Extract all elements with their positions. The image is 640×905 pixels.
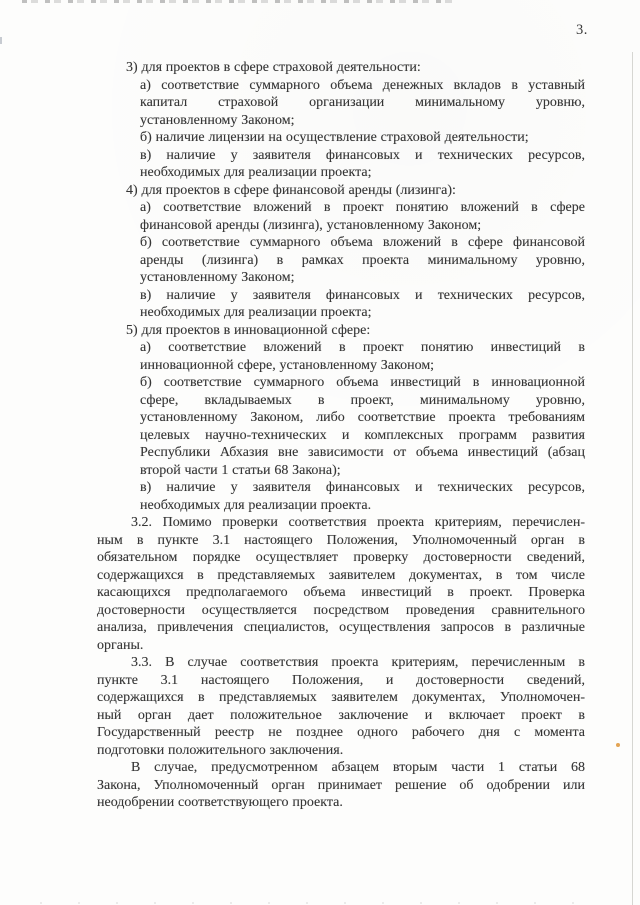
- text-line: установленному Законом;: [140, 270, 295, 285]
- text-line: неодобрении соответствующего проекта.: [97, 795, 343, 810]
- scan-artifact-top-dashes: [22, 0, 452, 3]
- text-line: 5) для проектов в инновационной сфере:: [126, 322, 371, 338]
- text-line: анализа, привлечения специалистов, осуществления запросов в различные: [97, 620, 585, 635]
- text-line: аренды (лизинга) в рамках проекта минимальному уровню,: [140, 252, 585, 268]
- text-line: второй части 1 статьи 68 Закона);: [140, 462, 341, 478]
- text-line: б) наличие лицензии на осуществление страховой деятельности;: [140, 130, 529, 145]
- text-line: органы.: [97, 637, 144, 653]
- text-line: 4) для проектов в сфере финансовой аренды (лизинга):: [126, 182, 456, 198]
- text-line: Государственный реестр не позднее одного рабочего дня с момента: [97, 725, 585, 740]
- text-line: достоверности осуществляется посредством проведения сравнительного: [97, 602, 585, 618]
- text-line: 3.2. Помимо проверки соответствия проекта критериям, перечислен-: [131, 515, 585, 530]
- text-line: инновационной сфере, установленному Законом;: [140, 357, 435, 373]
- text-line: финансовой аренды (лизинга), установленному Законом;: [140, 217, 482, 233]
- scan-artifact-right-edge-line: [632, 52, 633, 905]
- text-line: целевых научно-технических и комплексных программ развития: [140, 427, 585, 443]
- scan-artifact-orange-speck: [616, 743, 620, 747]
- text-line: а) соответствие вложений в проект понятию вложений в сфере: [140, 200, 585, 215]
- text-line: а) соответствие вложений в проект понятию инвестиций в: [140, 340, 585, 355]
- text-line: б) соответствие суммарного объема вложений в сфере финансовой: [140, 235, 585, 250]
- scan-artifact-bottom-dots: [40, 902, 600, 904]
- text-line: необходимых для реализации проекта;: [140, 305, 372, 320]
- page-number: 3.: [576, 22, 588, 38]
- text-line: обязательном порядке осуществляет проверку достоверности сведений,: [97, 550, 585, 565]
- text-line: ным в пункте 3.1 настоящего Положения, Уполномоченный орган в: [97, 532, 585, 548]
- text-line: содержащихся в представляемых заявителем документах, в том числе: [97, 567, 585, 583]
- text-line: содержащихся в представляемых заявителем документах, Уполномочен-: [97, 690, 585, 705]
- text-line: 3) для проектов в сфере страховой деятельности:: [126, 60, 421, 75]
- text-line: необходимых для реализации проекта;: [140, 165, 372, 180]
- text-line: в) наличие у заявителя финансовых и технических ресурсов,: [140, 287, 585, 303]
- scan-artifact-left-mark: [0, 37, 2, 44]
- text-line: Закона, Уполномоченный орган принимает решение об одобрении или: [97, 777, 585, 793]
- text-line: 3.3. В случае соответствия проекта критериям, перечисленным в: [131, 655, 585, 670]
- text-line: необходимых для реализации проекта.: [140, 497, 372, 513]
- text-line: капитал страховой организации минимальному уровню,: [140, 95, 585, 110]
- document-text: [97, 59, 585, 812]
- text-line: установленному Законом;: [140, 112, 295, 128]
- text-line: в) наличие у заявителя финансовых и технических ресурсов,: [140, 147, 585, 163]
- text-line: а) соответствие суммарного объема денежных вкладов в уставный: [140, 77, 585, 93]
- text-line: подготовки положительного заключения.: [97, 742, 344, 758]
- text-line: б) соответствие суммарного объема инвестиций в инновационной: [140, 375, 585, 390]
- text-line: сфере, вкладываемых в проект, минимальному уровню,: [140, 392, 585, 408]
- text-line: в) наличие у заявителя финансовых и технических ресурсов,: [140, 480, 585, 495]
- text-line: касающихся предполагаемого объема инвестиций в проект. Проверка: [97, 585, 585, 600]
- text-line: В случае, предусмотренном абзацем вторым части 1 статьи 68: [131, 760, 585, 775]
- text-line: пункте 3.1 настоящего Положения, и достоверности сведений,: [97, 672, 585, 688]
- text-line: ный орган дает положительное заключение и включает проект в: [97, 707, 585, 723]
- text-line: установленному Законом, либо соответствие проекта требованиям: [140, 410, 585, 425]
- text-line: Республики Абхазия вне зависимости от объема инвестиций (абзац: [140, 445, 585, 460]
